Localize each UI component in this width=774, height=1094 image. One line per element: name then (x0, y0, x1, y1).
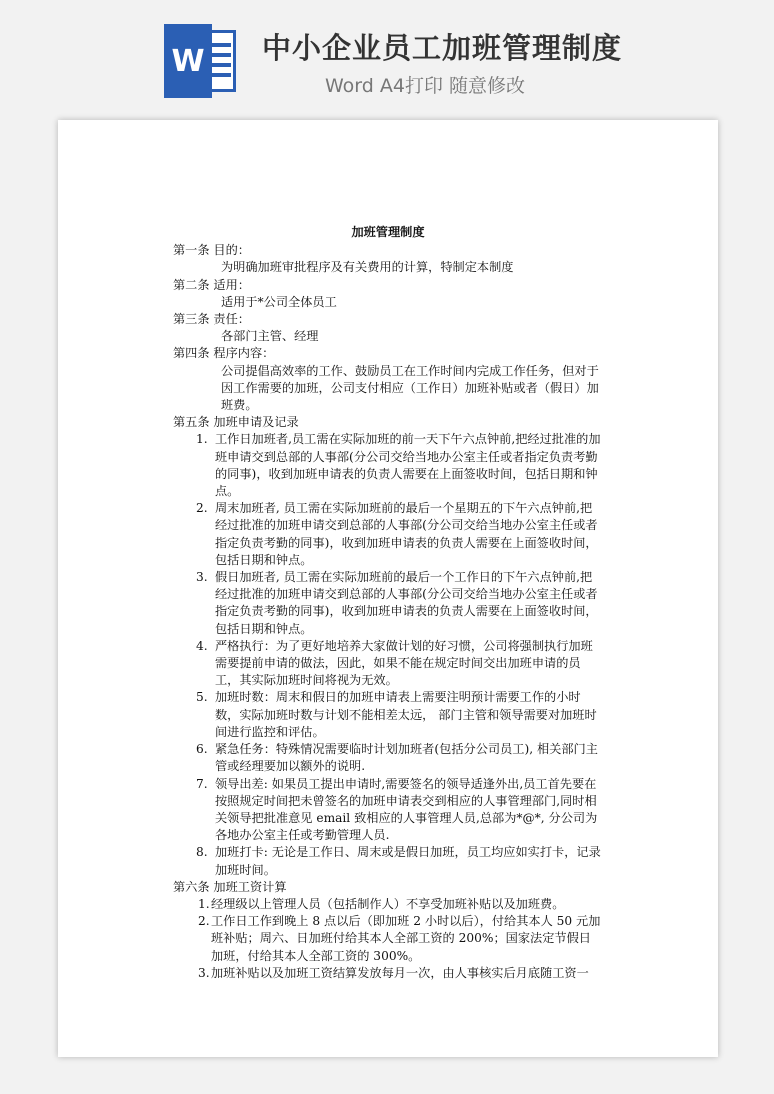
list-item: 2. 工作日工作到晚上 8 点以后（即加班 2 小时以后），付给其本人 50 元加班补贴；周六、日加班付给其本人全部工资的 200%；国家法定节假日加班，付给其本人全部工资的 300%。 (198, 914, 601, 963)
document-page (58, 120, 718, 1057)
list-item: 4. 严格执行：为了更好地培养大家做计划的好习惯，公司将强制执行加班需要提前申请的做法，因此，如果不能在规定时间交出加班申请的员工，其实际加班时间将视为无效。 (196, 638, 593, 688)
list-item: 3. 假日加班者, 员工需在实际加班前的最后一个工作日的下午六点钟前,把经过批准的加班申请交到总部的人事部(分公司交给当地办公室主任或者指定负责考勤的同事)，收到加班申请表的负责人需要在上面签收时间，包括日期和钟点。 (196, 570, 598, 636)
list-item: 7. 领导出差: 如果员工提出申请时,需要签名的领导适逢外出,员工首先要在按照规定时间把未曾签名的加班申请表交到相应的人事管理部门,同时相关领导把批准意见 email 致相应的人事管理人员,总部为*@*, 分公司为各地办公室主任或考勤管理人员. (196, 776, 598, 843)
page-header (0, 0, 774, 118)
section-2-body: 适用于*公司全体员工 (221, 294, 337, 309)
document-title: 加班管理制度 (351, 225, 425, 239)
word-icon-letter: W (164, 24, 212, 98)
list-item: 1. 工作日加班者,员工需在实际加班的前一天下午六点钟前,把经过批准的加班申请交到总部的人事部(分公司交给当地办公室主任或者指定负责考勤的同事)，收到加班申请表的负责人需要在上面签收时间，包括日期和钟点。 (196, 432, 601, 499)
section-3-body: 各部门主管、经理 (221, 329, 319, 344)
page-title: 中小企业员工加班管理制度 (262, 31, 623, 65)
section-6-heading: 第六条 加班工资计算 (173, 879, 287, 894)
section-3-heading: 第三条 责任： (173, 312, 250, 327)
section-4-heading: 第四条 程序内容： (173, 346, 275, 361)
word-document-icon (164, 24, 238, 98)
section-4-body: 公司提倡高效率的工作、鼓励员工在工作时间内完成工作任务，但对于因工作需要的加班，公司支付相应（工作日）加班补贴或者（假日）加班费。 (221, 363, 599, 413)
section-1-heading: 第一条 目的： (173, 243, 250, 258)
list-item: 8. 加班打卡: 无论是工作日、周末或是假日加班，员工均应如实打卡，记录加班时间。 (196, 845, 601, 877)
document-body (173, 224, 603, 982)
list-item: 3. 加班补贴以及加班工资结算发放每月一次，由人事核实后月底随工资一 (198, 965, 589, 980)
section-5-list (173, 431, 603, 878)
list-item: 5. 加班时数：周末和假日的加班申请表上需要注明预计需要工作的小时数，实际加班时数与计划不能相差太远， 部门主管和领导需要对加班时间进行监控和评估。 (196, 690, 597, 739)
page-subtitle: Word A4打印 随意修改 (325, 75, 526, 97)
list-item: 1. 经理级以上管理人员（包括制作人）不享受加班补贴以及加班费。 (198, 896, 565, 911)
section-6-list (173, 896, 603, 982)
list-item: 2. 周末加班者, 员工需在实际加班前的最后一个星期五的下午六点钟前,把经过批准的加班申请交到总部的人事部(分公司交给当地办公室主任或者指定负责考勤的同事)，收到加班申请表的负责人需要在上面签收时间，包括日期和钟点。 (196, 501, 598, 567)
section-2-heading: 第二条 适用： (173, 277, 250, 292)
section-1-body: 为明确加班审批程序及有关费用的计算，特制定本制度 (221, 260, 514, 275)
list-item: 6. 紧急任务：特殊情况需要临时计划加班者(包括分公司员工), 相关部门主管或经理要加以额外的说明. (196, 742, 598, 774)
section-5-heading: 第五条 加班申请及记录 (173, 415, 299, 430)
